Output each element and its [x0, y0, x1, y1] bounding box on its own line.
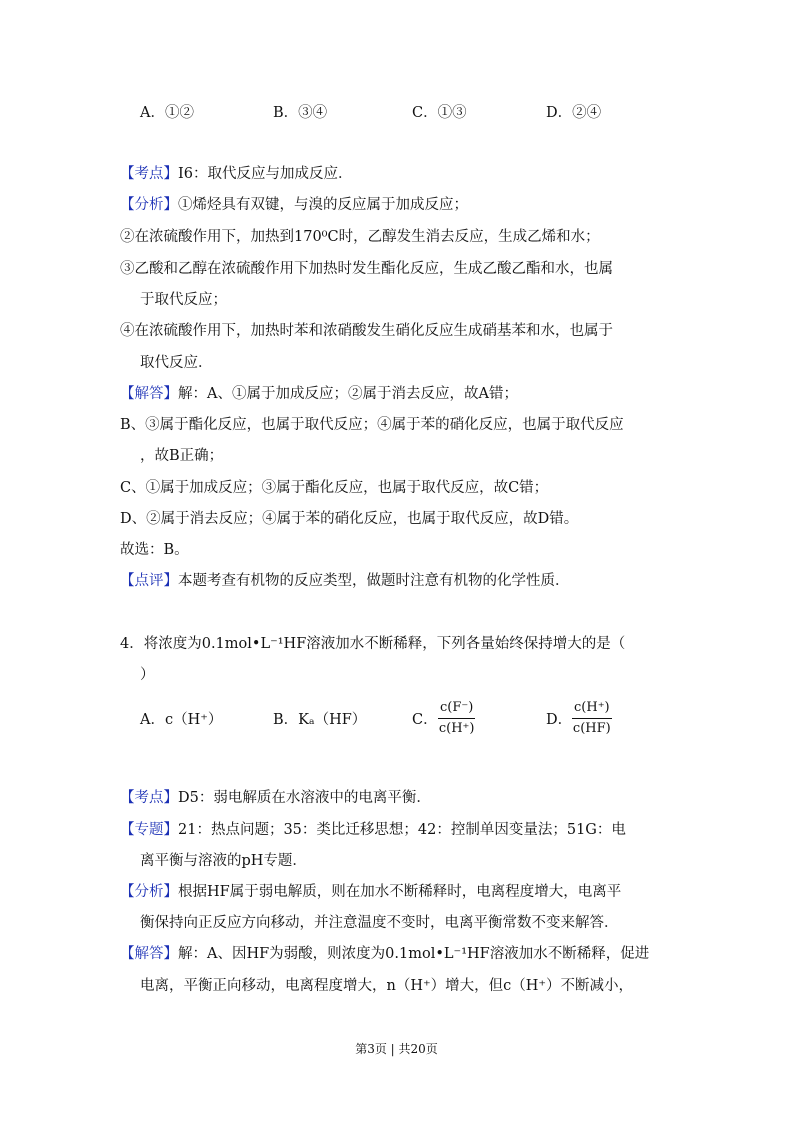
q3-fenxi-4a: ④在浓硫酸作用下，加热时苯和浓硝酸发生硝化反应生成硝基苯和水，也属于 — [120, 323, 613, 339]
fenxi-tag: 【分析】 — [120, 197, 178, 213]
jieda-text: 解：A、①属于加成反应；②属于消去反应，故A错； — [178, 386, 518, 402]
q3-fenxi — [120, 195, 468, 215]
q3-dianping — [120, 571, 570, 591]
q3-jieda-3: C、①属于加成反应；③属于酯化反应，也属于取代反应，故C错； — [120, 480, 549, 496]
q3-jieda-2a: B、③属于酯化反应，也属于取代反应；④属于苯的硝化反应，也属于取代反应 — [120, 417, 624, 433]
zhuanti-tag: 【专题】 — [120, 822, 178, 838]
dianping-tag: 【点评】 — [120, 573, 178, 589]
q3-fenxi-2: ②在浓硫酸作用下，加热到170⁰C时，乙醇发生消去反应，生成乙烯和水； — [120, 229, 600, 245]
dianping-text: 本题考查有机物的反应类型，做题时注意有机物的化学性质． — [178, 573, 570, 589]
kaodian-text: I6：取代反应与加成反应． — [178, 166, 353, 182]
q3-jieda-2b: ，故B正确； — [140, 448, 224, 464]
page-footer: 第3页 | 共20页 — [355, 1042, 438, 1056]
jieda-tag: 【解答】 — [120, 946, 178, 962]
fenxi-text: 根据HF属于弱电解质，则在加水不断稀释时，电离程度增大，电离平 — [178, 884, 622, 900]
q3-option-a: A．①② — [140, 105, 194, 121]
q4-option-b: B．Kₐ（HF） — [273, 712, 367, 728]
q4-stem: 4．将浓度为0.1mol•L⁻¹HF溶液加水不断稀释，下列各量始终保持增大的是（ — [120, 636, 626, 652]
q3-guxuan: 故选：B。 — [120, 542, 189, 558]
q3-option-c: C．①③ — [412, 105, 467, 121]
q3-jieda-4: D、②属于消去反应；④属于苯的硝化反应，也属于取代反应，故D错。 — [120, 511, 579, 527]
q3-option-b: B．③④ — [273, 105, 328, 121]
kaodian-tag: 【考点】 — [120, 790, 178, 806]
q4-stem-end: ） — [140, 667, 155, 683]
fraction-denominator: c(H⁺) — [438, 721, 475, 736]
q4-zhuanti-b: 离平衡与溶液的pH专题． — [140, 853, 307, 869]
jieda-tag: 【解答】 — [120, 386, 178, 402]
q4-zhuanti — [120, 820, 626, 840]
q4-kaodian — [120, 788, 431, 808]
q3-fenxi-4b: 取代反应． — [140, 355, 213, 371]
fenxi-tag: 【分析】 — [120, 884, 178, 900]
fenxi-text: ①烯烃具有双键，与溴的反应属于加成反应； — [178, 197, 468, 213]
q4-fenxi — [120, 882, 621, 902]
q4-jieda — [120, 944, 649, 964]
q4-option-a: A．c（H⁺） — [140, 712, 223, 728]
q3-option-d: D．②④ — [546, 105, 602, 121]
jieda-text: 解：A、因HF为弱酸，则浓度为0.1mol•L⁻¹HF溶液加水不断稀释，促进 — [178, 946, 650, 962]
kaodian-text: D5：弱电解质在水溶液中的电离平衡． — [178, 790, 431, 806]
fraction-denominator: c(HF) — [572, 721, 611, 736]
q4-option-d-fraction — [572, 700, 612, 737]
q3-jieda — [120, 384, 518, 404]
fraction-numerator: c(F⁻) — [438, 700, 475, 719]
q4-fenxi-b: 衡保持向正反应方向移动，并注意温度不变时，电离平衡常数不变来解答． — [140, 915, 619, 931]
zhuanti-text: 21：热点问题；35：类比迁移思想；42：控制单因变量法；51G：电 — [178, 822, 626, 838]
q3-fenxi-3b: 于取代反应； — [140, 292, 227, 308]
q4-option-c-fraction — [438, 700, 475, 737]
fraction-numerator: c(H⁺) — [572, 700, 612, 719]
q4-option-c-label: C． — [412, 712, 438, 728]
q4-jieda-b: 电离，平衡正向移动，电离程度增大，n（H⁺）增大，但c（H⁺）不断减小， — [140, 978, 634, 994]
kaodian-tag: 【考点】 — [120, 166, 178, 182]
q3-fenxi-3a: ③乙酸和乙醇在浓硫酸作用下加热时发生酯化反应，生成乙酸乙酯和水，也属 — [120, 261, 613, 277]
q3-kaodian — [120, 164, 352, 184]
q4-option-d-label: D． — [546, 712, 573, 728]
